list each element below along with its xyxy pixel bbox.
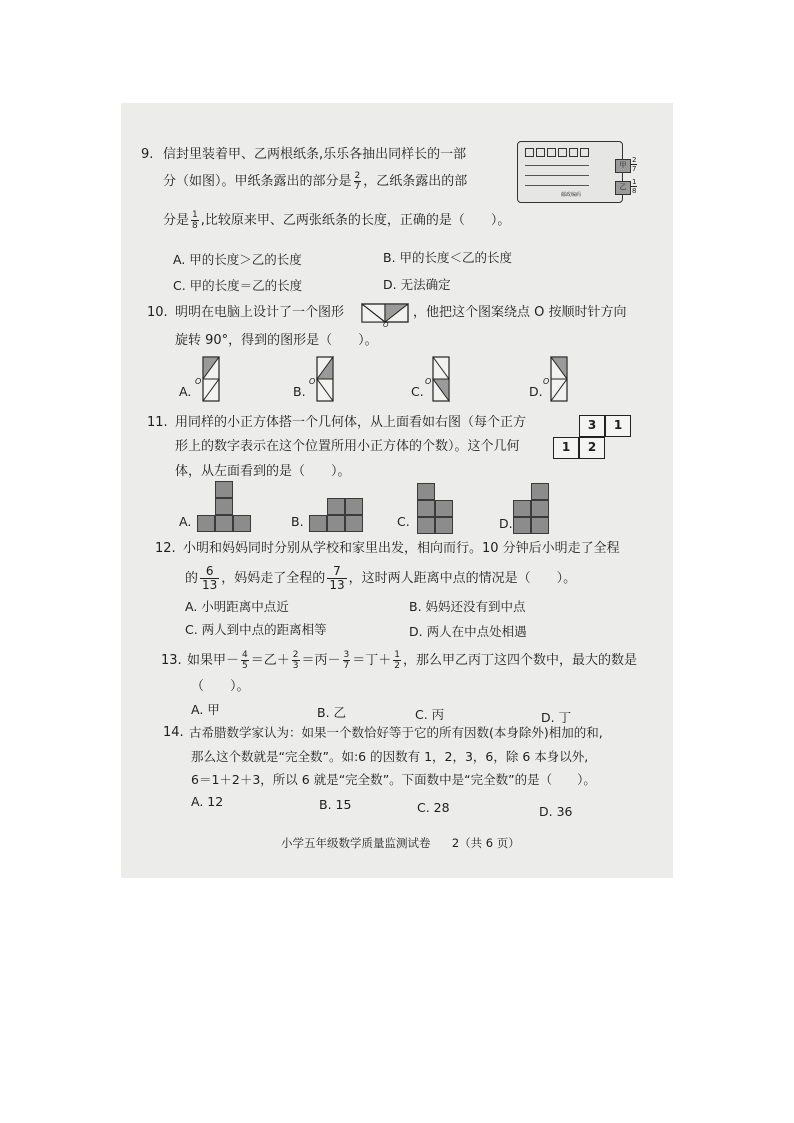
q9-option-b: B. 甲的长度＜乙的长度 (383, 250, 513, 265)
cube (417, 500, 435, 517)
grid-cell: 3 (579, 415, 605, 437)
q12-line2c: ，这时两人距离中点的情况是（ ）。 (348, 571, 577, 586)
q13-part2: ＝乙＋ (250, 653, 290, 668)
q10-option-d-label: D. (529, 384, 543, 399)
q10-option-d-figure (541, 356, 575, 404)
q14-option-d: D. 36 (539, 804, 573, 819)
q9-fraction-b (191, 210, 199, 231)
q13-f3-num: 3 (343, 650, 350, 660)
grid-cell: 2 (579, 437, 605, 459)
q10-line2: 旋转 90°，得到的图形是（ ）。 (175, 333, 378, 348)
q9-fraction-a (354, 171, 362, 192)
q13-f2-num: 2 (292, 650, 299, 660)
q14-option-c: C. 28 (417, 800, 450, 815)
q12-number: 12. (155, 541, 176, 556)
postcode-box (558, 148, 567, 157)
cube (215, 481, 233, 498)
q12-line2 (185, 565, 576, 593)
grid-cell: 1 (553, 437, 579, 459)
cube (345, 498, 363, 515)
q14-number: 14. (163, 725, 184, 740)
q10-option-a-label: A. (179, 384, 192, 399)
cube (309, 515, 327, 532)
q9-line1: 信封里装着甲、乙两根纸条,乐乐各抽出同样长的一部 (163, 147, 467, 162)
q11-option-b-label: B. (291, 514, 304, 529)
q10-b-point-o: O (309, 377, 316, 386)
postcode-box (536, 148, 545, 157)
q9-frac-b-den: 8 (192, 221, 198, 231)
q12-line2a: 的 (185, 571, 199, 586)
q12-line1: 小明和妈妈同时分别从学校和家里出发，相向而行。10 分钟后小明走了全程 (183, 541, 620, 556)
postcode-box (547, 148, 556, 157)
q11-number: 11. (147, 415, 168, 430)
cube (417, 517, 435, 534)
cube (513, 517, 531, 534)
q9-frac-a-den: 7 (354, 182, 361, 192)
page-footer (281, 835, 520, 851)
cube (435, 517, 453, 534)
q14-line2: 那么这个数就是“完全数”。如:6 的因数有 1，2，3，6，除 6 本身以外, (191, 749, 589, 764)
q13-line2: （ ）。 (191, 679, 250, 694)
envelope-frac-yi (631, 178, 637, 195)
q9-line3b: ,比较原来甲、乙两张纸条的长度，正确的是（ ）。 (200, 213, 511, 228)
q13-number: 13. (161, 653, 182, 668)
address-line (525, 185, 589, 186)
q12-option-a: A. 小明距离中点近 (185, 599, 289, 614)
q11-option-d-label: D. (499, 516, 513, 531)
q13-f3-den: 7 (343, 661, 350, 671)
cube (327, 498, 345, 515)
q10-line1a: 明明在电脑上设计了一个图形 (175, 305, 345, 320)
q13-part1: 如果甲－ (187, 653, 240, 668)
q13-option-d: D. 丁 (541, 710, 572, 725)
cube (417, 483, 435, 500)
q11-line1: 用同样的小正方体搭一个几何体，从上面看如右图（每个正方 (175, 415, 527, 430)
q13-fraction-1 (241, 650, 249, 671)
cube (215, 498, 233, 515)
postcode-box (525, 148, 534, 157)
q13-part4: ＝丁＋ (352, 653, 392, 668)
q9-option-d: D. 无法确定 (383, 277, 451, 292)
q10-option-b-label: B. (293, 384, 306, 399)
q11-option-a-label: A. (179, 514, 192, 529)
env-jia-num: 2 (632, 156, 637, 164)
cube (531, 500, 549, 517)
q10-point-o: O (383, 321, 389, 327)
grid-cell: 1 (605, 415, 631, 437)
stamp-label: 邮政编码 (561, 192, 582, 198)
q9-frac-a-num: 2 (354, 171, 361, 181)
q9-option-a: A. 甲的长度＞乙的长度 (173, 252, 302, 267)
q10-c-point-o: O (425, 377, 432, 386)
q10-line1b: ，他把这个图案绕点 O 按顺时针方向 (413, 305, 627, 320)
q11-option-d-figure (513, 483, 553, 535)
q13-fraction-4 (393, 650, 401, 671)
address-line (525, 165, 589, 166)
q12-option-c: C. 两人到中点的距离相等 (185, 622, 327, 637)
q13-f2-den: 3 (292, 661, 299, 671)
q10-pattern-figure (361, 303, 409, 327)
q13-f1-den: 5 (242, 661, 248, 671)
q9-option-c: C. 甲的长度＝乙的长度 (173, 278, 303, 293)
postcode-box (569, 148, 578, 157)
cube (327, 515, 345, 532)
q14-line3: 6＝1＋2＋3，所以 6 就是“完全数”。下面数中是“完全数”的是（ ）。 (191, 772, 596, 787)
q12-frac-b-den: 13 (329, 578, 345, 592)
cube (435, 500, 453, 517)
q13-part5: ，那么甲乙丙丁这四个数中，最大的数是 (403, 653, 638, 668)
q10-option-c-figure (423, 356, 457, 404)
strip-jia: 甲 (615, 159, 631, 173)
q9-line2 (163, 171, 467, 192)
q13-part3: ＝丙－ (301, 653, 341, 668)
cube (215, 515, 233, 532)
q11-line3: 体，从左面看到的是（ ）。 (175, 464, 351, 479)
cube (513, 500, 531, 517)
env-jia-den: 7 (632, 165, 637, 173)
q11-option-c-figure (417, 483, 457, 535)
q13-f1-num: 4 (242, 650, 248, 660)
q14-option-b: B. 15 (319, 797, 352, 812)
q14-option-a: A. 12 (191, 794, 224, 809)
footer-page-number: 2（共 6 页） (451, 836, 520, 850)
q9-line3a: 分是 (163, 213, 190, 228)
q10-number: 10. (147, 305, 168, 320)
address-line (525, 175, 589, 176)
q9-line2b: ，乙纸条露出的部 (363, 174, 468, 189)
cube (531, 483, 549, 500)
postcode-box (580, 148, 589, 157)
q14-line1: 古希腊数学家认为：如果一个数恰好等于它的所有因数(本身除外)相加的和, (189, 725, 603, 740)
q10-a-point-o: O (195, 377, 202, 386)
q11-line2: 形上的数字表示在这个位置所用小正方体的个数）。这个几何 (175, 439, 520, 454)
q13-fraction-3 (343, 650, 351, 671)
q12-option-b: B. 妈妈还没有到中点 (409, 599, 526, 614)
q9-number: 9. (141, 147, 154, 162)
q12-fraction-a (200, 565, 219, 592)
q11-top-view-grid (553, 415, 633, 463)
q13-f4-num: 1 (394, 650, 400, 660)
q12-line2b: ，妈妈走了全程的 (221, 571, 326, 586)
postcode-boxes (525, 148, 589, 157)
strip-yi: 乙 (615, 181, 631, 195)
q9-envelope-figure (517, 141, 643, 205)
cube (531, 517, 549, 534)
q13-option-b: B. 乙 (317, 705, 347, 720)
q12-fraction-b (327, 565, 346, 592)
q13-option-c: C. 丙 (415, 707, 445, 722)
q10-option-a-figure (193, 356, 227, 404)
q12-option-d: D. 两人在中点处相遇 (409, 624, 527, 639)
cube (345, 515, 363, 532)
footer-title: 小学五年级数学质量监测试卷 (281, 836, 431, 850)
cube (233, 515, 251, 532)
q11-option-b-figure (309, 498, 365, 534)
envelope-frac-jia (631, 156, 637, 173)
q11-option-a-figure (197, 481, 253, 533)
env-yi-num: 1 (632, 178, 637, 186)
q13-line1 (187, 648, 637, 674)
cube (197, 515, 215, 532)
q13-f4-den: 2 (394, 661, 400, 671)
q9-frac-b-num: 1 (192, 210, 198, 220)
q13-option-a: A. 甲 (191, 702, 220, 717)
q11-option-c-label: C. (397, 514, 410, 529)
q10-option-b-figure (307, 356, 341, 404)
q10-d-point-o: O (543, 377, 550, 386)
q10-option-c-label: C. (411, 384, 424, 399)
q9-line2a: 分（如图）。甲纸条露出的部分是 (163, 174, 352, 189)
q13-fraction-2 (292, 650, 300, 671)
env-yi-den: 8 (632, 187, 637, 195)
q12-frac-a-num: 6 (200, 565, 219, 579)
q12-frac-a-den: 13 (202, 578, 218, 592)
q12-frac-b-num: 7 (327, 565, 346, 579)
q9-line3 (163, 210, 510, 231)
exam-page (121, 103, 673, 878)
